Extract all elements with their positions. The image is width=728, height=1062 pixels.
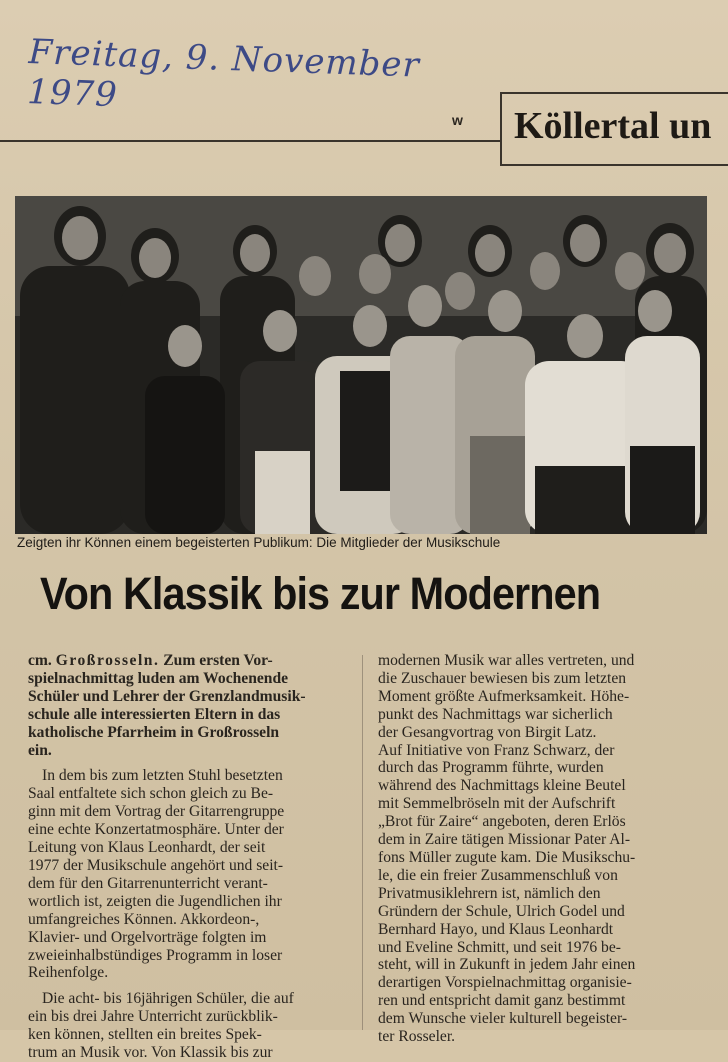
article-column-right (378, 652, 708, 1046)
body-line: wortlich ist, zeigten die Jugendlichen ihr (28, 892, 282, 910)
article-column-left (28, 652, 358, 1062)
body-line: fons Müller zugute kam. Die Musikschu- (378, 848, 636, 866)
body-line: trum an Musik vor. Von Klassik bis zur (28, 1044, 273, 1062)
section-banner-text: Köllertal un (514, 105, 712, 147)
lead-first-text: Zum ersten Vor- (163, 652, 273, 669)
body-line: die Zuschauer bewiesen bis zum letzten (378, 669, 627, 687)
article-headline: Von Klassik bis zur Modernen (40, 568, 601, 619)
body-line: ginn mit dem Vortrag der Gitarrengruppe (28, 803, 285, 821)
body-line: „Brot für Zaire“ angeboten, deren Erlös (378, 813, 626, 831)
banner-rule (500, 164, 728, 166)
body-line: eine echte Konzertatmosphäre. Unter der (28, 821, 284, 839)
body-line: ken können, stellten ein breites Spek- (28, 1026, 262, 1044)
lead-line: spielnachmittag luden am Wochenende (28, 669, 289, 687)
section-marker: w (452, 112, 463, 128)
column-divider (362, 655, 363, 1030)
body-line: Reihenfolge. (28, 964, 109, 982)
body-line: Bernhard Hayo, und Klaus Leonhardt (378, 920, 614, 938)
group-photo (15, 196, 707, 534)
lead-line: katholische Pfarrheim in Großrosseln (28, 723, 280, 741)
body-line: dem für den Gitarrenunterricht verant- (28, 874, 268, 892)
body-line: Moment größte Aufmerksamkeit. Höhe- (378, 687, 630, 705)
body-line: punkt des Nachmittags war sicherlich (378, 705, 613, 723)
photo-caption: Zeigten ihr Können einem begeisterten Publikum: Die Mitglieder der Musikschule (17, 535, 501, 550)
body-line: umfangreiches Können. Akkordeon-, (28, 910, 260, 928)
body-line: dem Wunsche vieler kulturell begeister- (378, 1010, 628, 1028)
body-line: le, die ein freier Zusammenschluß von (378, 866, 618, 884)
body-line: In dem bis zum letzten Stuhl besetzten (42, 767, 283, 785)
byline: cm. (28, 652, 52, 669)
body-line: durch das Programm führte, wurden (378, 759, 604, 777)
body-line: Die acht- bis 16jährigen Schüler, die auf (42, 990, 294, 1008)
body-line: Leitung von Klaus Leonhardt, der seit (28, 839, 266, 857)
body-line: mit Semmelbröseln mit der Aufschrift (378, 795, 616, 813)
body-line: steht, will in Zukunft in jedem Jahr einen (378, 956, 636, 974)
body-line: zweieinhalbstündiges Programm in loser (28, 946, 283, 964)
body-line: 1977 der Musikschule angehört und seit- (28, 856, 284, 874)
body-line: ren und entspricht damit ganz bestimmt (378, 992, 626, 1010)
body-line: dem in Zaire tätigen Missionar Pater Al- (378, 831, 631, 849)
lead-line: ein. (28, 741, 52, 759)
body-line: modernen Musik war alles vertreten, und (378, 652, 635, 669)
body-line: während des Nachmittags kleine Beutel (378, 777, 626, 795)
body-line: Privatmusiklehrern ist, nämlich den (378, 884, 601, 902)
header-rule (0, 140, 500, 142)
dateline-place: Großrosseln. (55, 652, 160, 669)
group-photo-illustration (15, 196, 707, 534)
lead-line: schule alle interessierten Eltern in das (28, 705, 281, 723)
body-line: Auf Initiative von Franz Schwarz, der (378, 741, 615, 759)
body-line: ein bis drei Jahre Unterricht zurückblik- (28, 1008, 278, 1026)
body-line: Saal entfaltete sich schon gleich zu Be- (28, 785, 274, 803)
section-banner (500, 92, 728, 164)
handwritten-date: Freitag, 9. November 1979 (26, 31, 421, 116)
body-line: ter Rosseler. (378, 1028, 456, 1046)
lead-line: Schüler und Lehrer der Grenzlandmusik- (28, 687, 306, 705)
body-line: der Gesangvortrag von Birgit Latz. (378, 723, 597, 741)
body-line: Klavier- und Orgelvorträge folgten im (28, 928, 267, 946)
lead-first-line (28, 652, 358, 670)
body-line: derartigen Vorspielnachmittag organisie- (378, 974, 632, 992)
body-line: Gründern der Schule, Ulrich Godel und (378, 902, 625, 920)
body-line: und Eveline Schmitt, und seit 1976 be- (378, 938, 621, 956)
